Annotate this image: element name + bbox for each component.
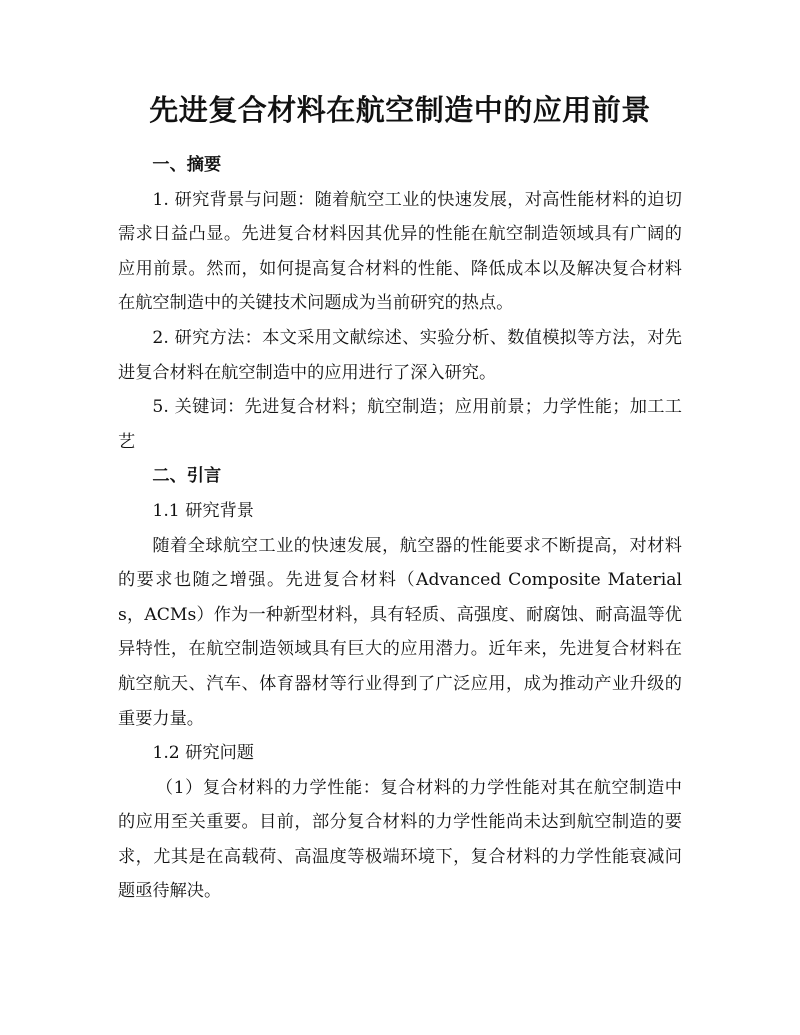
abstract-paragraph-method: 2. 研究方法：本文采用文献综述、实验分析、数值模拟等方法，对先进复合材料在航空制造中的应用进行了深入研究。 — [118, 327, 682, 383]
introduction-paragraph: 随着全球航空工业的快速发展，航空器的性能要求不断提高，对材料的要求也随之增强。先进复合材料（Advanced Composite Materials，ACMs）作为一种新型材料，具有轻质、高强度、耐腐蚀、耐高温等优异特性，在航空制造领域具有巨大的应用潜力。近年来，先进复合材料在航空航天、汽车、体育器材等行业得到了广泛应用，成为推动产业升级的重要力量。 — [118, 535, 682, 729]
subsection-research-background: 1.1 研究背景 — [152, 500, 254, 521]
document-title: 先进复合材料在航空制造中的应用前景 — [149, 93, 651, 127]
abstract-heading: 一、摘要 — [152, 155, 222, 175]
subsection-research-problem: 1.2 研究问题 — [152, 743, 254, 764]
introduction-heading: 二、引言 — [152, 466, 222, 487]
research-problem-paragraph: （1）复合材料的力学性能：复合材料的力学性能对其在航空制造中的应用至关重要。目前，部分复合材料的力学性能尚未达到航空制造的要求，尤其是在高载荷、高温度等极端环境下，复合材料的力学性能衰减问题亟待解决。 — [118, 777, 682, 902]
document-body — [118, 148, 682, 909]
abstract-paragraph-keywords: 5. 关键词：先进复合材料；航空制造；应用前景；力学性能；加工工艺 — [118, 397, 682, 452]
abstract-paragraph-background: 1. 研究背景与问题：随着航空工业的快速发展，对高性能材料的迫切需求日益凸显。先进复合材料因其优异的性能在航空制造领域具有广阔的应用前景。然而，如何提高复合材料的性能、降低成本以及解决复合材料在航空制造中的关键技术问题成为当前研究的热点。 — [118, 189, 682, 314]
